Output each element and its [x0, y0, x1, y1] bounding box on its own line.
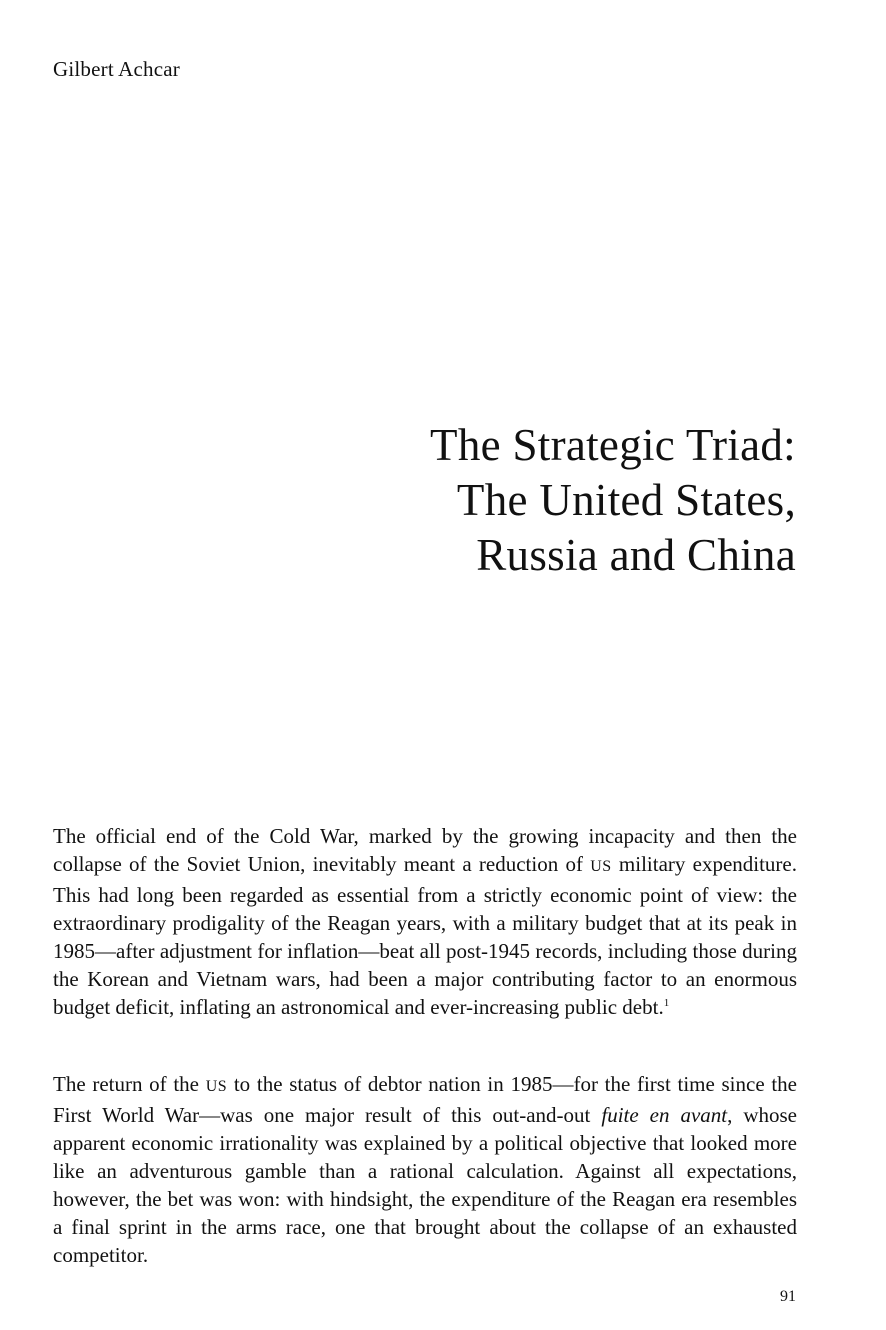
- paragraph-2-abbr-us: US: [205, 1078, 228, 1095]
- paragraph-1-text-a: The official end of the Cold War, marked by the growing incapacity and then the collapse of the Soviet Union, inevitably meant a reduction of: [53, 824, 797, 876]
- author-name: Gilbert Achcar: [53, 57, 180, 81]
- paragraph-2-text-a: The return of the: [53, 1072, 206, 1096]
- paragraph-1-text-b: military expenditure. This had long been regarded as essential from a strictly economic point of view: the extraordinary prodigality of the Reagan years, with a military budget that at its peak in 1985—after adjustment for inflation—beat all post-1945 records, including those during the Korean and Vietnam wars, had been a major contributing factor to an enormous budget deficit, inflating an astronomical and ever-increasing public debt.: [53, 852, 797, 1019]
- paragraph-2-text-c: , whose apparent economic irrationality was explained by a political objective that looked more like an adventurous gamble than a rational calculation. Against all expectations, however, the bet was won: with hindsight, the expenditure of the Reagan era resembles a final sprint in the arms race, one that brought about the collapse of an exhausted competitor.: [53, 1103, 797, 1267]
- chapter-title-line-1: The Strategic Triad:: [430, 420, 796, 470]
- paragraph-2-italic-phrase: fuite en avant: [601, 1103, 728, 1127]
- paragraph-2-text-b: to the status of debtor nation in 1985—for the first time since the First World War—was one major result of this out-and-out: [53, 1072, 797, 1127]
- footnote-marker[interactable]: 1: [663, 997, 670, 1009]
- chapter-title: [430, 418, 796, 583]
- body-paragraph-1: [53, 822, 797, 1021]
- paragraph-1-abbr-us: US: [590, 858, 612, 875]
- chapter-title-line-3: Russia and China: [476, 530, 796, 580]
- body-paragraph-2: [53, 1070, 797, 1269]
- chapter-title-line-2: The United States,: [456, 475, 796, 525]
- page-number: 91: [780, 1288, 796, 1305]
